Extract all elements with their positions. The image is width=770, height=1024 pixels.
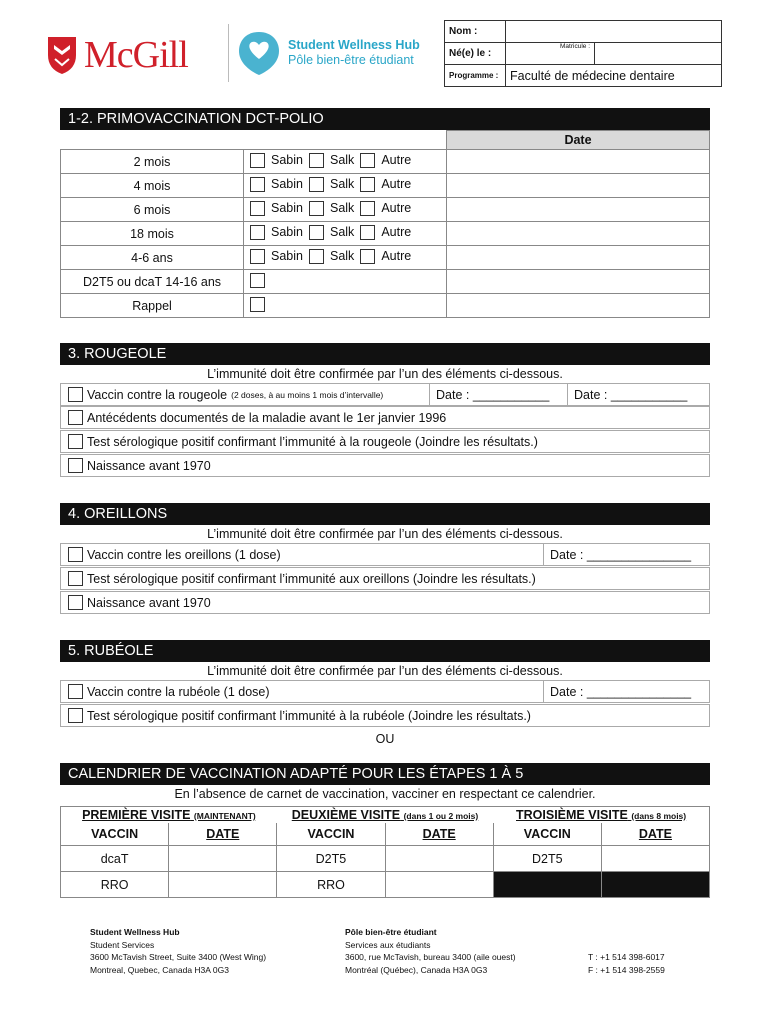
oreillons-item-checkbox[interactable]	[68, 595, 83, 610]
visit-1-label: PREMIÈRE VISITE	[82, 808, 191, 822]
dtp-option-label: Sabin	[271, 153, 303, 167]
dtp-row	[61, 246, 710, 270]
dtp-option	[360, 177, 411, 192]
dtp-option-label: Sabin	[271, 201, 303, 215]
dtp-option-checkbox[interactable]	[309, 153, 324, 168]
dtp-option	[250, 153, 303, 168]
dtp-date-field[interactable]	[447, 198, 710, 222]
rougeole-vaccine-row	[60, 383, 710, 406]
dtp-date-field[interactable]	[447, 222, 710, 246]
nom-label: Nom :	[445, 21, 506, 43]
dtp-option-checkbox[interactable]	[309, 201, 324, 216]
visit-3-label: TROISIÈME VISITE	[516, 808, 628, 822]
rubeole-subtitle: L’immunité doit être confirmée par l’un des éléments ci-dessous.	[207, 664, 563, 678]
footer-phone: T : +1 514 398-6017	[588, 952, 665, 962]
ou-separator: OU	[375, 732, 395, 746]
dtp-option	[309, 201, 354, 216]
blacked-out-cell	[601, 872, 709, 898]
dtp-option	[250, 297, 265, 312]
dtp-options-cell	[244, 222, 447, 246]
visit-2-date-field[interactable]	[385, 872, 493, 898]
student-info-box	[444, 20, 722, 87]
dtp-option-checkbox[interactable]	[309, 249, 324, 264]
dtp-option-checkbox[interactable]	[360, 201, 375, 216]
dtp-row	[61, 198, 710, 222]
section-title-rougeole: 3. ROUGEOLE	[60, 343, 710, 365]
rougeole-item-row	[60, 454, 710, 477]
visit-1-vaccine: dcaT	[61, 846, 169, 872]
visit-3-vaccine: D2T5	[493, 846, 601, 872]
visit-3-header	[493, 807, 709, 824]
mcgill-wordmark: McGill	[84, 34, 188, 76]
visit-1-note: (MAINTENANT)	[193, 811, 256, 821]
visit-2-note: (dans 1 ou 2 mois)	[403, 811, 479, 821]
dtp-option-checkbox[interactable]	[250, 225, 265, 240]
birthdate-field[interactable]	[506, 43, 595, 65]
footer-fr-line: 3600, rue McTavish, bureau 3400 (aile ouest)	[345, 952, 516, 962]
visit-3-note: (dans 8 mois)	[631, 811, 687, 821]
dtp-option-checkbox[interactable]	[309, 177, 324, 192]
dtp-option	[360, 225, 411, 240]
wellness-title-fr: Pôle bien-être étudiant	[288, 53, 414, 67]
dtp-date-field[interactable]	[447, 246, 710, 270]
rougeole-item-label: Antécédents documentés de la maladie avant le 1er janvier 1996	[87, 410, 447, 425]
section-title-rubeole: 5. RUBÉOLE	[60, 640, 710, 662]
footer-en-line: Montreal, Quebec, Canada H3A 0G3	[90, 964, 229, 975]
birthdate-label: Né(e) le :	[445, 43, 506, 65]
oreillons-item-row	[60, 567, 710, 590]
oreillons-vaccine-row	[60, 543, 710, 566]
footer-en-line: Student Services	[90, 939, 155, 950]
section-title-oreillons: 4. OREILLONS	[60, 503, 710, 525]
dtp-table	[60, 130, 710, 318]
dtp-date-header: Date	[447, 131, 710, 150]
rubeole-vaccine-label: Vaccin contre la rubéole (1 dose)	[87, 684, 270, 699]
rougeole-item-row	[60, 406, 710, 429]
visit-1-header	[61, 807, 277, 824]
dtp-option	[250, 273, 265, 288]
dtp-age-label: 18 mois	[61, 222, 244, 246]
dtp-row	[61, 294, 710, 318]
dtp-option-label: Autre	[381, 177, 412, 191]
calendar-subtitle: En l’absence de carnet de vaccination, vacciner en respectant ce calendrier.	[174, 787, 596, 801]
rubeole-item-checkbox[interactable]	[68, 708, 83, 723]
rougeole-item-checkbox[interactable]	[68, 410, 83, 425]
footer-fr-line: Services aux étudiants	[345, 939, 431, 950]
col-date-header: DATE	[169, 823, 277, 846]
rubeole-vaccine-row	[60, 680, 710, 703]
dtp-option	[360, 153, 411, 168]
section-title-calendar: CALENDRIER DE VACCINATION ADAPTÉ POUR LES ÉTAPES 1 À 5	[60, 763, 710, 785]
rougeole-item-row	[60, 430, 710, 453]
col-vaccin-header: VACCIN	[277, 823, 385, 846]
footer-fr-name: Pôle bien-être étudiant	[345, 927, 437, 937]
dtp-option-checkbox[interactable]	[360, 249, 375, 264]
dtp-option	[250, 225, 303, 240]
oreillons-vaccine-checkbox[interactable]	[68, 547, 83, 562]
rougeole-item-checkbox[interactable]	[68, 434, 83, 449]
rougeole-item-checkbox[interactable]	[68, 458, 83, 473]
dtp-options-cell	[244, 270, 447, 294]
dtp-age-label: D2T5 ou dcaT 14-16 ans	[61, 270, 244, 294]
dtp-row	[61, 222, 710, 246]
dtp-options-cell	[244, 174, 447, 198]
oreillons-vaccine-label: Vaccin contre les oreillons (1 dose)	[87, 547, 281, 562]
visit-2-date-field[interactable]	[385, 846, 493, 872]
rougeole-date2[interactable]: Date : ___________	[567, 384, 709, 405]
visit-2-vaccine: D2T5	[277, 846, 385, 872]
dtp-checkbox[interactable]	[250, 273, 265, 288]
section-title-dtp: 1-2. PRIMOVACCINATION DCT-POLIO	[60, 108, 710, 130]
rougeole-date1[interactable]: Date : ___________	[429, 384, 567, 405]
dtp-option-checkbox[interactable]	[360, 153, 375, 168]
dtp-date-field[interactable]	[447, 270, 710, 294]
wellness-hub-logo	[236, 28, 436, 78]
dtp-age-label: Rappel	[61, 294, 244, 318]
dtp-option-label: Salk	[329, 153, 355, 167]
dtp-option-label: Autre	[381, 225, 412, 239]
matricule-label: Matricule :	[560, 43, 590, 50]
footer-en	[90, 926, 266, 976]
rubeole-item-row	[60, 704, 710, 727]
col-date-header: DATE	[601, 823, 709, 846]
dtp-option-label: Sabin	[271, 249, 303, 263]
programme-field[interactable]: Faculté de médecine dentaire	[506, 65, 722, 87]
rubeole-item-label: Test sérologique positif confirmant l’immunité à la rubéole (Joindre les résultats.)	[87, 708, 531, 723]
oreillons-item-label: Naissance avant 1970	[87, 595, 211, 610]
col-date-header: DATE	[385, 823, 493, 846]
dtp-header-spacer	[61, 131, 447, 150]
blacked-out-cell	[493, 872, 601, 898]
oreillons-item-checkbox[interactable]	[68, 571, 83, 586]
oreillons-date[interactable]: Date : _______________	[543, 544, 709, 565]
footer-en-name: Student Wellness Hub	[90, 927, 180, 937]
visit-1-vaccine: RRO	[61, 872, 169, 898]
dtp-option-label: Salk	[329, 249, 355, 263]
visit-2-vaccine: RRO	[277, 872, 385, 898]
rougeole-item-label: Naissance avant 1970	[87, 458, 211, 473]
wellness-title-en: Student Wellness Hub	[288, 38, 420, 52]
dtp-options-cell	[244, 198, 447, 222]
dtp-age-label: 4 mois	[61, 174, 244, 198]
rougeole-item-label: Test sérologique positif confirmant l’immunité à la rougeole (Joindre les résultats.)	[87, 434, 538, 449]
dtp-age-label: 2 mois	[61, 150, 244, 174]
nom-field[interactable]	[506, 21, 722, 43]
col-vaccin-header: VACCIN	[61, 823, 169, 846]
dtp-option	[250, 201, 303, 216]
rougeole-vaccine-label: Vaccin contre la rougeole	[87, 387, 228, 402]
dtp-option-label: Sabin	[271, 177, 303, 191]
dtp-option-checkbox[interactable]	[360, 225, 375, 240]
col-vaccin-header: VACCIN	[493, 823, 601, 846]
dtp-options-cell	[244, 294, 447, 318]
dtp-age-label: 4-6 ans	[61, 246, 244, 270]
dtp-option	[360, 201, 411, 216]
dtp-option-checkbox[interactable]	[309, 225, 324, 240]
mcgill-logo	[46, 30, 226, 80]
rubeole-date[interactable]: Date : _______________	[543, 681, 709, 702]
oreillons-item-label: Test sérologique positif confirmant l’immunité aux oreillons (Joindre les résultats.)	[87, 571, 536, 586]
footer-fr-line: Montréal (Québec), Canada H3A 0G3	[345, 964, 488, 975]
dtp-date-field[interactable]	[447, 150, 710, 174]
dtp-option	[309, 249, 354, 264]
dtp-option-checkbox[interactable]	[360, 177, 375, 192]
visit-2-label: DEUXIÈME VISITE	[291, 808, 401, 822]
visit-3-date-field[interactable]	[601, 846, 709, 872]
dtp-options-cell	[244, 246, 447, 270]
dtp-option	[309, 177, 354, 192]
dtp-option-checkbox[interactable]	[250, 177, 265, 192]
oreillons-subtitle: L’immunité doit être confirmée par l’un des éléments ci-dessous.	[207, 527, 563, 541]
dtp-age-label: 6 mois	[61, 198, 244, 222]
dtp-option-label: Autre	[381, 153, 412, 167]
dtp-option-checkbox[interactable]	[250, 153, 265, 168]
wellness-pin-icon	[236, 29, 282, 77]
dtp-option-label: Salk	[329, 225, 355, 239]
visit-1-date-field[interactable]	[169, 846, 277, 872]
dtp-option	[360, 249, 411, 264]
dtp-option-label: Autre	[381, 249, 412, 263]
dtp-option-label: Salk	[329, 201, 355, 215]
footer-contact	[588, 951, 665, 976]
dtp-option-label: Salk	[329, 177, 355, 191]
dtp-options-cell	[244, 150, 447, 174]
dtp-checkbox[interactable]	[250, 297, 265, 312]
rougeole-vaccine-checkbox[interactable]	[68, 387, 83, 402]
footer-en-line: 3600 McTavish Street, Suite 3400 (West Wing)	[90, 952, 267, 962]
dtp-row	[61, 174, 710, 198]
dtp-option	[309, 225, 354, 240]
dtp-option-label: Autre	[381, 201, 412, 215]
dtp-option	[250, 249, 303, 264]
dtp-date-field[interactable]	[447, 294, 710, 318]
dtp-option-label: Sabin	[271, 225, 303, 239]
rubeole-vaccine-checkbox[interactable]	[68, 684, 83, 699]
calendar-table	[60, 806, 710, 898]
dtp-option	[309, 153, 354, 168]
programme-label: Programme :	[445, 65, 506, 87]
mcgill-crest-icon	[46, 35, 78, 75]
dtp-row	[61, 150, 710, 174]
footer-fr	[345, 926, 516, 976]
rougeole-vaccine-note: (2 doses, à au moins 1 mois d’intervalle)	[231, 389, 384, 400]
visit-2-header	[277, 807, 493, 824]
logo-divider	[228, 24, 229, 82]
dtp-option-checkbox[interactable]	[250, 249, 265, 264]
visit-1-date-field[interactable]	[169, 872, 277, 898]
footer-fax: F : +1 514 398-2559	[588, 964, 665, 975]
dtp-option	[250, 177, 303, 192]
matricule-field[interactable]	[595, 43, 722, 65]
dtp-option-checkbox[interactable]	[250, 201, 265, 216]
oreillons-item-row	[60, 591, 710, 614]
rougeole-subtitle: L’immunité doit être confirmée par l’un des éléments ci-dessous.	[207, 367, 563, 381]
dtp-row	[61, 270, 710, 294]
dtp-date-field[interactable]	[447, 174, 710, 198]
